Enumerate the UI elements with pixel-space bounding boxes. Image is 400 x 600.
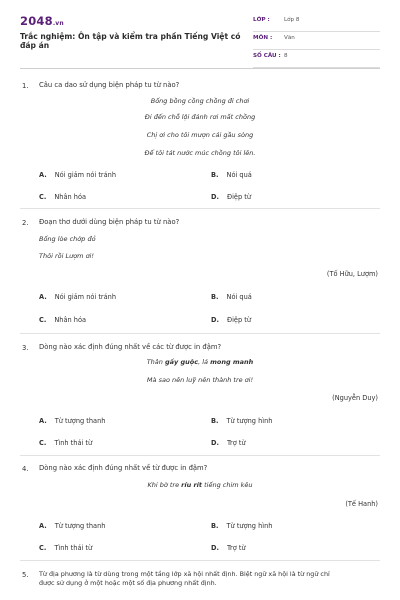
answer-option-c[interactable] <box>39 544 92 552</box>
bold-word: gầy guộc <box>164 358 199 366</box>
option-text: Trợ từ <box>226 439 246 447</box>
poem-line: Mà sao nên luỹ nên thành tre ơi! <box>146 376 254 384</box>
meta-label: SỐ CÂU : <box>253 53 281 59</box>
answer-option-c[interactable] <box>39 316 86 324</box>
poem-fragment: Thân <box>146 358 165 366</box>
poem-fragment: tiếng chim kêu <box>202 481 253 489</box>
answer-option-b[interactable] <box>211 293 252 301</box>
option-text: Điệp từ <box>226 316 252 324</box>
option-letter: C. <box>39 316 47 324</box>
answer-option-c[interactable] <box>39 439 92 447</box>
option-text: Từ tượng thanh <box>54 522 106 530</box>
poem-line: Để tôi tát nước múc chồng tôi lên. <box>144 149 256 157</box>
answer-option-b[interactable] <box>211 522 272 530</box>
meta-row-subject <box>253 32 380 50</box>
question-number: 1. <box>22 82 29 90</box>
option-letter: D. <box>211 439 219 447</box>
page-header <box>0 0 400 70</box>
poem-line: Đi đến chỗ lội đánh rơi mất chồng <box>144 113 256 121</box>
question-number: 5. <box>22 571 29 579</box>
meta-label: LỚP : <box>253 17 270 23</box>
poem-source: (Nguyễn Duy) <box>332 394 378 402</box>
option-letter: A. <box>39 417 47 425</box>
answer-option-d[interactable] <box>211 544 246 552</box>
meta-value: 8 <box>284 53 288 59</box>
option-letter: A. <box>39 171 47 179</box>
option-text: Nói giảm nói tránh <box>54 171 117 179</box>
answer-option-b[interactable] <box>211 171 252 179</box>
option-text: Trợ từ <box>226 544 246 552</box>
option-letter: D. <box>211 316 219 324</box>
option-text: Tình thái từ <box>54 439 93 447</box>
question-text: Dòng nào xác định đúng nhất về các từ được in đậm? <box>39 343 222 351</box>
poem-line: Bống bồng cồng chồng đi chơi <box>150 97 250 105</box>
logo-main: 2048 <box>20 14 53 28</box>
question-text <box>39 570 379 588</box>
poem-line: Chị ơi cho tôi mượn cái gầu sòng <box>146 131 254 139</box>
option-letter: B. <box>211 293 219 301</box>
option-text: Nói quá <box>226 171 252 179</box>
option-text: Từ tượng hình <box>226 522 273 530</box>
meta-value: Văn <box>284 35 295 41</box>
bold-word: mong manh <box>210 358 254 366</box>
logo-suffix: .vn <box>52 20 64 27</box>
option-letter: C. <box>39 193 47 201</box>
poem-source: (Tố Hữu, Lượm) <box>326 270 378 278</box>
poem-line <box>0 358 400 366</box>
answer-option-a[interactable] <box>39 293 116 301</box>
option-letter: B. <box>211 171 219 179</box>
answer-option-d[interactable] <box>211 193 251 201</box>
poem-line: Bống lòe chớp đỏ <box>39 235 96 243</box>
option-text: Điệp từ <box>226 193 252 201</box>
poem-source: (Tế Hanh) <box>345 500 378 508</box>
option-letter: A. <box>39 293 47 301</box>
header-divider <box>20 68 380 69</box>
question-number: 2. <box>22 219 29 227</box>
meta-row-class <box>253 14 380 32</box>
meta-info <box>253 14 380 68</box>
option-text: Nói giảm nói tránh <box>54 293 117 301</box>
question-number: 4. <box>22 465 29 473</box>
bold-word: ríu rít <box>181 481 203 489</box>
option-letter: B. <box>211 417 219 425</box>
poem-fragment: Khi bờ tre <box>147 481 182 489</box>
answer-option-a[interactable] <box>39 522 105 530</box>
answer-option-c[interactable] <box>39 193 86 201</box>
option-text: Nhân hóa <box>54 193 87 201</box>
question-divider <box>20 455 380 456</box>
poem-line <box>0 481 400 489</box>
question-text: Dòng nào xác định đúng nhất về từ được in đậm? <box>39 464 208 472</box>
option-letter: C. <box>39 439 47 447</box>
option-letter: D. <box>211 193 219 201</box>
answer-option-b[interactable] <box>211 417 272 425</box>
answer-option-a[interactable] <box>39 171 116 179</box>
option-text: Nói quá <box>226 293 252 301</box>
option-letter: A. <box>39 522 47 530</box>
question-number: 3. <box>22 344 29 352</box>
option-text: Từ tượng hình <box>226 417 273 425</box>
option-text: Tình thái từ <box>54 544 93 552</box>
question-text-line: Từ địa phương là từ dùng trong một tầng lớp xã hội nhất định. Biệt ngữ xã hội là từ ngữ chỉ <box>39 570 330 578</box>
poem-line: Thôi rồi Lượm ơi! <box>39 252 94 260</box>
meta-label: MÔN : <box>253 35 273 41</box>
page-title: Trắc nghiệm: Ôn tập và kiểm tra phần Tiếng Việt có đáp án <box>20 32 241 50</box>
meta-value: Lớp 8 <box>284 17 300 23</box>
question-text: Câu ca dao sử dụng biện pháp tu từ nào? <box>39 81 180 89</box>
question-divider <box>20 560 380 561</box>
poem-fragment: , lá <box>198 358 211 366</box>
question-text-line: được sử dụng ở một hoặc một số địa phương nhất định. <box>39 579 217 587</box>
question-divider <box>20 208 380 209</box>
answer-option-d[interactable] <box>211 316 251 324</box>
option-letter: D. <box>211 544 219 552</box>
option-letter: B. <box>211 522 219 530</box>
option-text: Từ tượng thanh <box>54 417 106 425</box>
option-text: Nhân hóa <box>54 316 87 324</box>
answer-option-d[interactable] <box>211 439 246 447</box>
question-divider <box>20 333 380 334</box>
answer-option-a[interactable] <box>39 417 105 425</box>
option-letter: C. <box>39 544 47 552</box>
site-logo[interactable] <box>20 14 64 28</box>
meta-row-count <box>253 50 380 68</box>
question-text: Đoạn thơ dưới dùng biện pháp tu từ nào? <box>39 218 180 226</box>
